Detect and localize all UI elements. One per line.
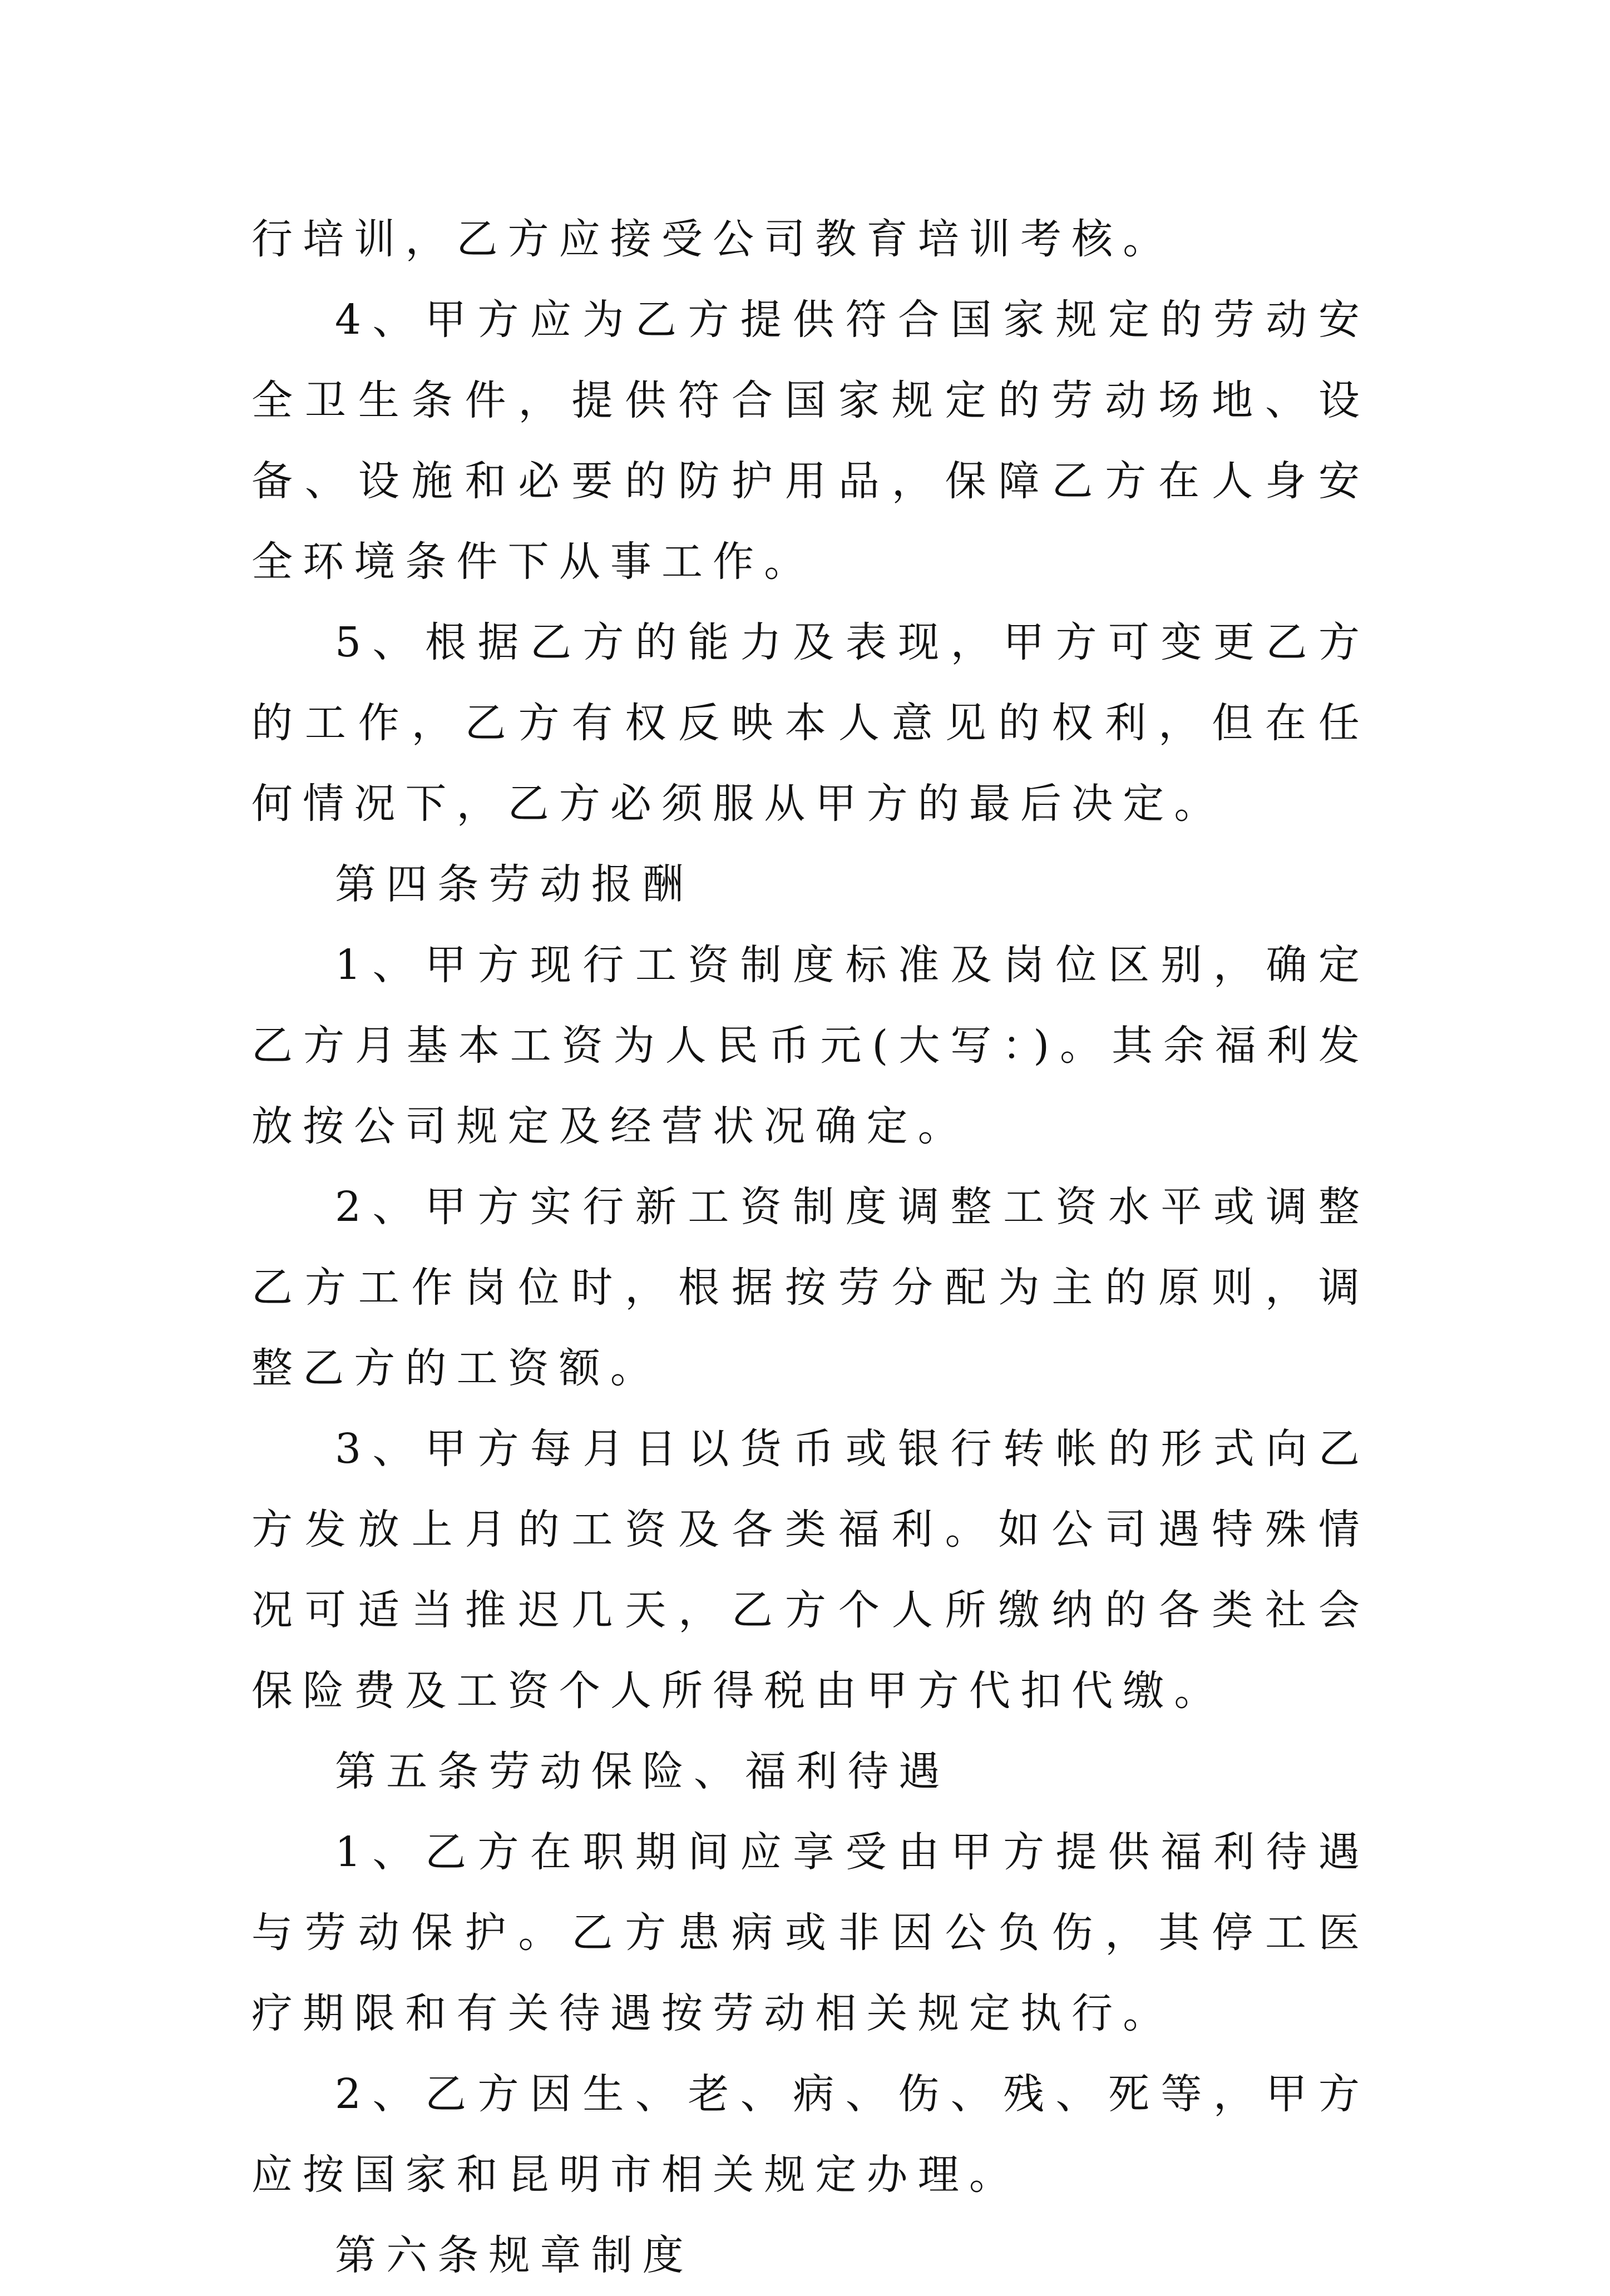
paragraph-clause-3-5: 5、根据乙方的能力及表现，甲方可变更乙方的工作，乙方有权反映本人意见的权利，但在任何情况下，乙方必须服从甲方的最后决定。 [251,618,1370,828]
document-body [251,199,1370,2296]
section-heading-article-6: 第六条规章制度 [335,2231,694,2279]
section-heading-article-5: 第五条劳动保险、福利待遇 [335,1748,950,1795]
paragraph-clause-4-2: 2、甲方实行新工资制度调整工资水平或调整乙方工作岗位时，根据按劳分配为主的原则，调整乙方的工资额。 [251,1183,1370,1392]
paragraph-clause-4-1: 1、甲方现行工资制度标准及岗位区别，确定乙方月基本工资为人民币元(大写：)。其余福利发放按公司规定及经营状况确定。 [251,941,1370,1150]
section-heading-article-4: 第四条劳动报酬 [335,860,694,908]
paragraph-clause-3-4: 4、甲方应为乙方提供符合国家规定的劳动安全卫生条件，提供符合国家规定的劳动场地、设备、设施和必要的防护用品，保障乙方在人身安全环境条件下从事工作。 [251,296,1370,586]
paragraph-clause-5-2: 2、乙方因生、老、病、伤、残、死等，甲方应按国家和昆明市相关规定办理。 [251,2070,1370,2199]
paragraph-clause-4-3: 3、甲方每月日以货币或银行转帐的形式向乙方发放上月的工资及各类福利。如公司遇特殊情况可适当推迟几天，乙方个人所缴纳的各类社会保险费及工资个人所得税由甲方代扣代缴。 [251,1425,1370,1715]
paragraph-training-continuation: 行培训，乙方应接受公司教育培训考核。 [251,215,1174,263]
paragraph-clause-5-1: 1、乙方在职期间应享受由甲方提供福利待遇与劳动保护。乙方患病或非因公负伤，其停工医疗期限和有关待遇按劳动相关规定执行。 [251,1828,1370,2037]
